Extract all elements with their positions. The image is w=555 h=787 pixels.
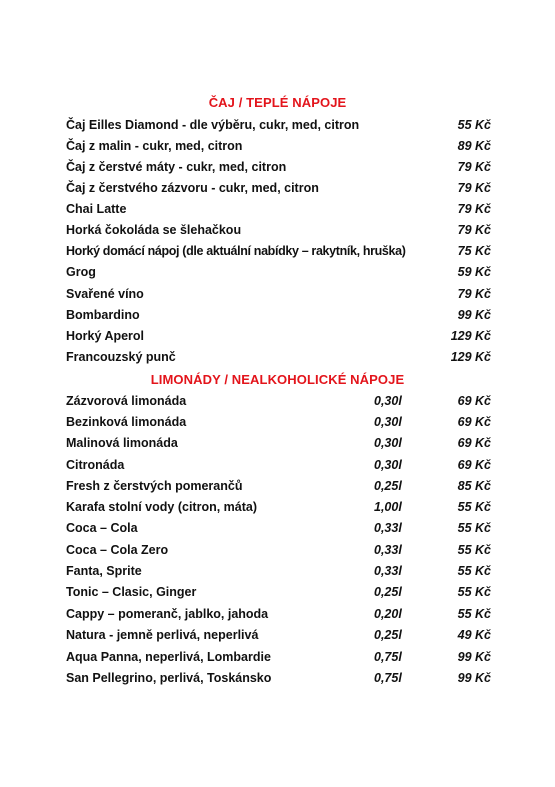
item-name: Cappy – pomeranč, jablko, jahoda <box>66 607 269 621</box>
menu-item-row <box>66 476 491 497</box>
item-price: 79 Kč <box>457 287 491 301</box>
item-name: Zázvorová limonáda <box>66 394 187 408</box>
section-title-tea: ČAJ / TEPLÉ NÁPOJE <box>208 95 347 110</box>
item-price: 85 Kč <box>457 479 491 493</box>
item-volume: 0,25l <box>374 585 402 599</box>
item-price: 75 Kč <box>457 244 491 258</box>
item-volume: 0,25l <box>374 628 402 642</box>
menu-item-row <box>66 391 491 412</box>
item-name: Bezinková limonáda <box>66 415 187 429</box>
item-price: 55 Kč <box>457 118 491 132</box>
item-volume: 0,30l <box>374 458 402 472</box>
item-name: Malinová limonáda <box>66 436 178 450</box>
item-volume: 0,30l <box>374 394 402 408</box>
item-price: 129 Kč <box>450 329 491 343</box>
item-price: 59 Kč <box>457 265 491 279</box>
menu-item-row <box>66 647 491 668</box>
item-name: Horký Aperol <box>66 329 145 343</box>
menu-item-row <box>66 262 491 283</box>
item-name: Čaj z čerstvé máty - cukr, med, citron <box>66 160 287 174</box>
menu-item-row <box>66 115 491 136</box>
item-price: 99 Kč <box>457 308 491 322</box>
section-title-lemonades: LIMONÁDY / NEALKOHOLICKÉ NÁPOJE <box>150 372 405 387</box>
menu-item-row <box>66 455 491 476</box>
item-price: 79 Kč <box>457 202 491 216</box>
item-name: Horká čokoláda se šlehačkou <box>66 223 242 237</box>
item-price: 99 Kč <box>457 650 491 664</box>
item-name: Čaj z čerstvého zázvoru - cukr, med, citron <box>66 181 319 195</box>
item-volume: 0,33l <box>374 564 402 578</box>
item-name: San Pellegrino, perlivá, Toskánsko <box>66 671 272 685</box>
item-name: Fresh z čerstvých pomerančů <box>66 479 243 493</box>
item-name: Grog <box>66 265 96 279</box>
item-name: Horký domácí nápoj (dle aktuální nabídky – rakytník, hruška) <box>66 244 406 258</box>
menu-item-row <box>66 668 491 689</box>
item-price: 69 Kč <box>457 415 491 429</box>
menu-item-row <box>66 582 491 603</box>
item-name: Čaj z malin - cukr, med, citron <box>66 139 243 153</box>
menu-item-row <box>66 178 491 199</box>
menu-item-row <box>66 625 491 646</box>
item-price: 55 Kč <box>457 607 491 621</box>
menu-item-row <box>66 284 491 305</box>
item-price: 69 Kč <box>457 458 491 472</box>
item-name: Čaj Eilles Diamond - dle výběru, cukr, med, citron <box>66 118 360 132</box>
item-volume: 0,33l <box>374 543 402 557</box>
item-name: Chai Latte <box>66 202 127 216</box>
item-price: 55 Kč <box>457 521 491 535</box>
item-name: Fanta, Sprite <box>66 564 142 578</box>
menu-item-row <box>66 347 491 368</box>
item-volume: 0,75l <box>374 650 402 664</box>
menu-item-row <box>66 561 491 582</box>
menu-item-row <box>66 604 491 625</box>
item-price: 69 Kč <box>457 436 491 450</box>
menu-item-row <box>66 157 491 178</box>
item-price: 55 Kč <box>457 500 491 514</box>
item-volume: 0,33l <box>374 521 402 535</box>
item-price: 55 Kč <box>457 585 491 599</box>
menu-item-row <box>66 305 491 326</box>
item-price: 79 Kč <box>457 223 491 237</box>
item-name: Svařené víno <box>66 287 144 301</box>
menu-item-row <box>66 518 491 539</box>
menu-item-row <box>66 136 491 157</box>
menu-item-row <box>66 220 491 241</box>
item-price: 49 Kč <box>457 628 491 642</box>
item-volume: 1,00l <box>374 500 402 514</box>
item-name: Francouzský punč <box>66 350 176 364</box>
item-price: 69 Kč <box>457 394 491 408</box>
item-price: 129 Kč <box>450 350 491 364</box>
item-name: Citronáda <box>66 458 125 472</box>
item-price: 99 Kč <box>457 671 491 685</box>
item-name: Natura - jemně perlivá, neperlivá <box>66 628 259 642</box>
item-name: Tonic – Clasic, Ginger <box>66 585 197 599</box>
item-price: 89 Kč <box>457 139 491 153</box>
menu-item-row <box>66 326 491 347</box>
menu-item-row <box>66 412 491 433</box>
menu-item-row <box>66 433 491 454</box>
menu-item-row <box>66 497 491 518</box>
item-name: Aqua Panna, neperlivá, Lombardie <box>66 650 271 664</box>
item-volume: 0,75l <box>374 671 402 685</box>
item-volume: 0,25l <box>374 479 402 493</box>
item-name: Coca – Cola <box>66 521 138 535</box>
item-price: 79 Kč <box>457 181 491 195</box>
item-name: Karafa stolní vody (citron, máta) <box>66 500 258 514</box>
item-price: 79 Kč <box>457 160 491 174</box>
menu-item-row <box>66 540 491 561</box>
item-name: Bombardino <box>66 308 140 322</box>
item-price: 55 Kč <box>457 543 491 557</box>
item-volume: 0,30l <box>374 415 402 429</box>
menu-item-row <box>66 241 491 262</box>
item-volume: 0,30l <box>374 436 402 450</box>
item-price: 55 Kč <box>457 564 491 578</box>
item-volume: 0,20l <box>374 607 402 621</box>
item-name: Coca – Cola Zero <box>66 543 169 557</box>
menu-item-row <box>66 199 491 220</box>
